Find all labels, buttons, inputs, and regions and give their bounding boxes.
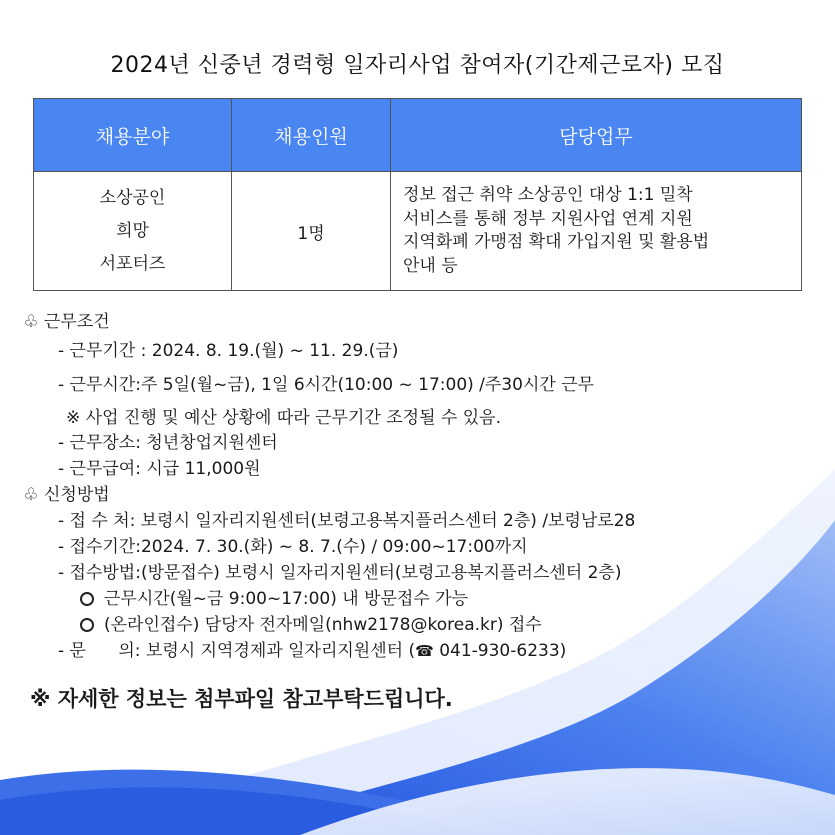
duty-line: 정보 접근 취약 소상공인 대상 1:1 밀착 <box>403 185 693 205</box>
duty-line: 안내 등 <box>403 255 458 276</box>
header-count: 채용인원 <box>232 99 391 172</box>
apply-online: (온라인접수) 담당자 전자메일(nhw2178@korea.kr) 접수 <box>80 610 542 635</box>
field-line: 서포터즈 <box>99 253 166 274</box>
apply-heading: ♧ 신청방법 <box>23 485 110 505</box>
apply-method: - 접수방법:(방문접수) 보령시 일자리지원센터(보령고용복지플러스센터 2층) <box>58 563 622 583</box>
header-field: 채용분야 <box>34 99 232 172</box>
conditions-heading: ♧ 근무조건 <box>23 312 110 332</box>
apply-office: - 접 수 처: 보령시 일자리지원센터(보령고용복지플러스센터 2층) /보령남로28 <box>58 511 636 531</box>
duty-line: 지역화폐 가맹점 확대 가입지원 및 활용법 <box>403 232 710 252</box>
field-line: 희망 <box>116 220 149 241</box>
apply-period: - 접수기간:2024. 7. 30.(화) ~ 8. 7.(수) / 09:00~17:00까지 <box>58 537 528 557</box>
field-cell <box>34 172 232 291</box>
circle-icon <box>80 618 94 632</box>
table-row <box>34 172 802 291</box>
footer-note: ※ 자세한 정보는 첨부파일 참고부탁드립니다. <box>30 687 453 711</box>
recruitment-table <box>33 98 802 291</box>
circle-icon <box>80 592 94 606</box>
work-place: - 근무장소: 청년창업지원센터 <box>58 433 278 453</box>
count-cell: 1명 <box>232 172 391 291</box>
apply-inquiry: - 문 의: 보령시 지역경제과 일자리지원센터 (☎ 041-930-6233) <box>58 641 567 661</box>
header-duty: 담당업무 <box>391 99 802 172</box>
field-line: 소상공인 <box>99 187 166 208</box>
phone-icon: ☎ <box>415 642 434 660</box>
duty-line: 서비스를 통해 정부 지원사업 연계 지원 <box>403 208 693 229</box>
table-header-row <box>34 99 802 172</box>
duty-cell <box>391 172 802 291</box>
clover-icon: ♧ <box>23 312 39 332</box>
apply-visit: 근무시간(월~금 9:00~17:00) 내 방문접수 가능 <box>80 584 468 609</box>
work-pay: - 근무급여: 시급 11,000원 <box>58 459 261 479</box>
clover-icon: ♧ <box>23 485 39 505</box>
page-title: 2024년 신중년 경력형 일자리사업 참여자(기간제근로자) 모집 <box>110 53 725 78</box>
work-note: ※ 사업 진행 및 예산 상황에 따라 근무기간 조정될 수 있음. <box>66 408 501 428</box>
work-hours: - 근무시간:주 5일(월~금), 1일 6시간(10:00 ~ 17:00) /주30시간 근무 <box>58 375 595 395</box>
work-period: - 근무기간 : 2024. 8. 19.(월) ~ 11. 29.(금) <box>58 341 399 361</box>
